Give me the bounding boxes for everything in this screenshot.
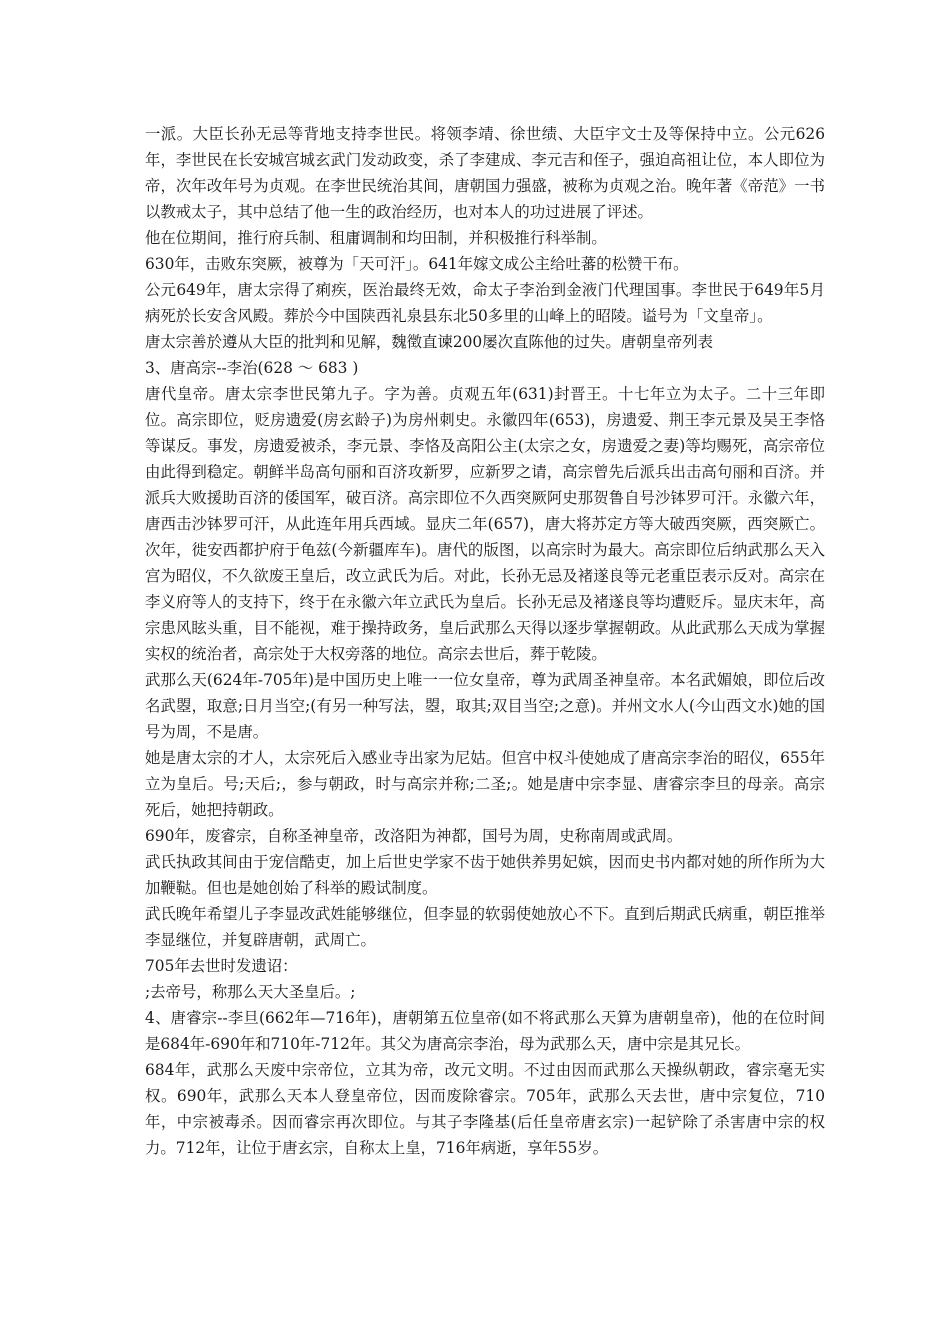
paragraph-wu-zetian-rise: 她是唐太宗的才人，太宗死后入感业寺出家为尼姑。但宫中权斗使她成了唐高宗李治的昭仪，655年立为皇后。号;天后;，参与朝政，时与高宗并称;二圣;。她是唐中宗李显、唐睿宗李旦的母亲。高宗死后，她把持朝政。 — [145, 749, 825, 819]
paragraph-wu-zetian-intro: 武那么天(624年-705年)是中国历史上唯一一位女皇帝，尊为武周圣神皇帝。本名武媚娘，即位后改名武曌，取意;日月当空;(有另一种写法，曌，取其;双目当空;之意)。并州文水人(今山西文水)她的国号为周，不是唐。 — [145, 671, 825, 741]
paragraph-ruizong-reign: 684年，武那么天废中宗帝位，立其为帝，改元文明。不过由因而武那么天操纵朝政，睿宗毫无实权。690年，武那么天本人登皇帝位，因而废除睿宗。705年，武那么天去世，唐中宗复位，710年，中宗被毒杀。因而睿宗再次即位。与其子李隆基(后任皇帝唐玄宗)一起铲除了杀害唐中宗的权力。712年，让位于唐玄宗，自称太上皇，716年病逝，享年55岁。 — [145, 1061, 825, 1157]
paragraph-wu-rule: 武氏执政其间由于宠信酷吏，加上后世史学家不齿于她供养男妃嫔，因而史书内都对她的所作所为大加鞭鞑。但也是她创始了科举的殿试制度。 — [145, 853, 825, 897]
paragraph-wu-edict: ;去帝号，称那么天大圣皇后。; — [145, 983, 356, 1001]
paragraph-wu-late-years: 武氏晚年希望儿子李显改武姓能够继位，但李显的软弱使她放心不下。直到后期武氏病重，朝臣推举李显继位，并复辟唐朝，武周亡。 — [145, 905, 825, 949]
paragraph-tian-kehan: 630年，击败东突厥，被尊为「天可汗」。641年嫁文成公主给吐蕃的松赞干布。 — [145, 255, 689, 273]
paragraph-gaozong-reign: 唐代皇帝。唐太宗李世民第九子。字为善。贞观五年(631)封晋王。十七年立为太子。二十三年即位。高宗即位，贬房遗爱(房玄龄子)为房州刺史。永徽四年(653)，房遗爱、荆王李元景及吴王李恪等谋反。事发，房遗爱被杀，李元景、李恪及高阳公主(太宗之女，房遗爱之妻)等均赐死，高宗帝位由此得到稳定。朝鲜半岛高句丽和百济攻新罗，应新罗之请，高宗曾先后派兵出击高句丽和百济。并派兵大败援助百济的倭国军，破百济。高宗即位不久西突厥阿史那贺鲁自号沙钵罗可汗。永徽六年，唐西击沙钵罗可汗，从此连年用兵西域。显庆二年(657)，唐大将苏定方等大破西突厥，西突厥亡。次年，徙安西都护府于龟兹(今新疆库车)。唐代的版图，以高宗时为最大。高宗即位后纳武那么天入宫为昭仪，不久欲废王皇后，改立武氏为后。对此，长孙无忌及褚遂良等元老重臣表示反对。高宗在李义府等人的支持下，终于在永徽六年立武氏为皇后。长孙无忌及褚遂良等均遭贬斥。显庆末年，高宗患风眩头重，目不能视，难于操持政务，皇后武那么天得以逐步掌握朝政。从此武那么天成为掌握实权的统治者，高宗处于大权旁落的地位。高宗去世后，葬于乾陵。 — [145, 385, 825, 663]
paragraph-taizong-death: 公元649年，唐太宗得了痢疾，医治最终无效，命太子李治到金液门代理国事。李世民于649年5月病死於长安含风殿。葬於今中国陕西礼泉县东北50多里的山峰上的昭陵。谥号为「文皇帝」。 — [145, 281, 825, 325]
paragraph-wei-zheng: 唐太宗善於遵从大臣的批判和见解，魏徵直谏200屡次直陈他的过失。唐朝皇帝列表 — [145, 333, 714, 351]
paragraph-wu-zhou: 690年，废睿宗，自称圣神皇帝，改洛阳为神都，国号为周，史称南周或武周。 — [145, 827, 683, 845]
paragraph-wu-death: 705年去世时发遗诏： — [145, 957, 298, 975]
document-body — [145, 121, 825, 1161]
paragraph-xuanwu-gate: 一派。大臣长孙无忌等背地支持李世民。将领李靖、徐世绩、大臣宇文士及等保持中立。公元626年，李世民在长安城宫城玄武门发动政变，杀了李建成、李元吉和侄子，强迫高祖让位，本人即位为帝，次年改年号为贞观。在李世民统治其间，唐朝国力强盛，被称为贞观之治。晚年著《帝范》一书以教戒太子，其中总结了他一生的政治经历，也对本人的功过进展了评述。 — [145, 125, 825, 221]
paragraph-policies: 他在位期间，推行府兵制、租庸调制和均田制，并积极推行科举制。 — [145, 229, 607, 247]
heading-gaozong: 3、唐高宗--李治(628 ～ 683 ) — [145, 359, 359, 377]
heading-ruizong: 4、唐睿宗--李旦(662年—716年)，唐朝第五位皇帝(如不将武那么天算为唐朝皇帝)，他的在位时间是684年-690年和710年-712年。其父为唐高宗李治，母为武那么天，唐中宗是其兄长。 — [145, 1009, 825, 1053]
